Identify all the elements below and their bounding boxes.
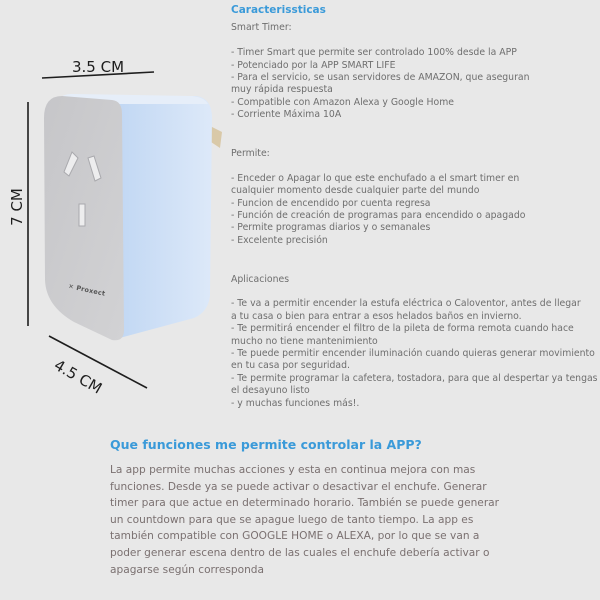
list-item: - Te permitirá encender el filtro de la pileta de forma remota cuando hace mucho no tiene mantenimiento (231, 323, 574, 347)
app-section (110, 437, 510, 578)
list-item: - Te permite programar la cafetera, tostadora, para que al despertar ya tengas el desayuno listo (231, 372, 598, 397)
section-aplicaciones (231, 274, 600, 410)
feature-list (231, 173, 600, 247)
list-item: - y muchas funciones más!. (231, 397, 360, 409)
section-title: Aplicaciones (231, 273, 290, 285)
socket-hole-ground (79, 204, 85, 226)
app-section-body: La app permite muchas acciones y esta en continua mejora con mas funciones. Desde ya se puede activar o desactivar el enchufe. Generar timer para que actue en determinado horario. También se puede generar un countdown para que se apague luego de tanto tiempo. La app es también compatible con GOOGLE HOME o ALEXA, por lo que se van a poder generar escena dentro de las cuales el enchufe debería activar o apagarse según corresponda (110, 464, 500, 576)
list-item: - Timer Smart que permite ser controlado 100% desde la APP (231, 47, 517, 59)
feature-list (231, 47, 600, 121)
product-image (0, 0, 230, 420)
list-item: - Corriente Máxima 10A (231, 109, 342, 121)
list-item: - Funcion de encendido por cuenta regresa (231, 197, 431, 209)
list-item: - Te puede permitir encender iluminación cuando quieras generar movimiento en tu casa por seguridad. (231, 348, 595, 372)
section-title: Permite: (231, 148, 270, 160)
brand-x-icon: ✕ (67, 282, 75, 292)
section-smart-timer (231, 22, 600, 121)
list-item: - Te va a permitir encender la estufa eléctrica o Caloventor, antes de llegar a tu casa o bien para entrar a esos helados baños en invierno. (231, 298, 581, 322)
app-section-title: Que funciones me permite controlar la APP? (110, 437, 422, 452)
list-item: - Potenciado por la APP SMART LIFE (231, 59, 396, 71)
section-permite (231, 148, 600, 247)
features-title: Caracterissticas (231, 4, 326, 16)
list-item: - Excelente precisión (231, 234, 328, 246)
list-item: - Compatible con Amazon Alexa y Google Home (231, 96, 455, 108)
features-panel (231, 4, 600, 410)
height-dimension-label: 7 CM (7, 188, 26, 226)
brand-name: Proxect (75, 283, 106, 298)
section-title: Smart Timer: (231, 22, 292, 34)
feature-list (231, 298, 600, 410)
list-item: - Enceder o Apagar lo que este enchufado a el smart timer en cualquier momento desde cualquier parte del mundo (231, 172, 520, 197)
list-item: - Permite programas diarios y o semanales (231, 222, 431, 234)
list-item: - Para el servicio, se usan servidores de AMAZON, que aseguran muy rápida respuesta (231, 72, 530, 96)
depth-dimension-label: 4.5 CM (51, 356, 106, 398)
width-dimension-label: 3.5 CM (72, 58, 125, 76)
list-item: - Función de creación de programas para encendido o apagado (231, 210, 526, 222)
